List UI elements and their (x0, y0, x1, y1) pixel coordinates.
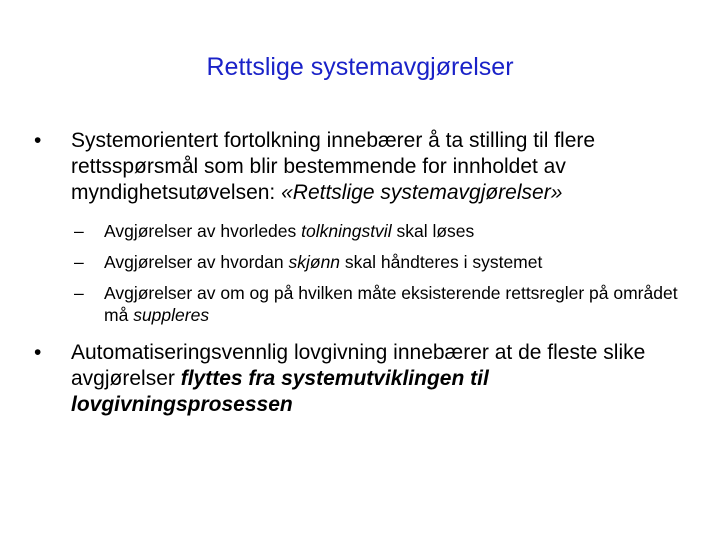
bullet-2 (34, 340, 694, 418)
sub-bullet-1-emphasis: tolkningstvil (301, 221, 392, 241)
sub-bullet-3-emphasis: suppleres (133, 305, 210, 325)
slide-content (34, 128, 694, 432)
bullet-1-text: Systemorientert fortolkning innebærer å ta stilling til flere rettsspørsmål som blir bestemmende for innholdet av myndighetsutøvelsen: (71, 129, 596, 204)
dash-marker: – (74, 283, 84, 303)
sub-bullet-2-emphasis: skjønn (288, 252, 341, 272)
bullet-marker: • (34, 341, 42, 364)
dash-marker: – (74, 252, 84, 272)
sub-bullet-2 (34, 251, 694, 273)
dash-marker: – (74, 221, 84, 241)
bullet-1-emphasis: «Rettslige systemavgjørelser» (281, 181, 563, 204)
sub-bullet-3-text-a: Avgjørelser av om og på hvilken måte eksisterende rettsregler på området må (104, 283, 678, 325)
sub-bullet-1 (34, 220, 694, 242)
bullet-2-emphasis: flyttes fra systemutviklingen til lovgivningsprosessen (71, 367, 489, 416)
sub-bullet-list (34, 220, 694, 326)
sub-bullet-2-text-a: Avgjørelser av hvordan (104, 252, 289, 272)
sub-bullet-1-text-c: skal løses (391, 221, 475, 241)
bullet-2-text: Automatiseringsvennlig lovgivning innebærer at de fleste slike avgjørelser (71, 341, 646, 390)
sub-bullet-1-text-a: Avgjørelser av hvorledes (104, 221, 302, 241)
sub-bullet-3 (34, 282, 694, 326)
bullet-1 (34, 128, 694, 206)
sub-bullet-2-text-c: skal håndteres i systemet (340, 252, 543, 272)
slide-title: Rettslige systemavgjørelser (206, 53, 514, 81)
bullet-marker: • (34, 129, 42, 152)
